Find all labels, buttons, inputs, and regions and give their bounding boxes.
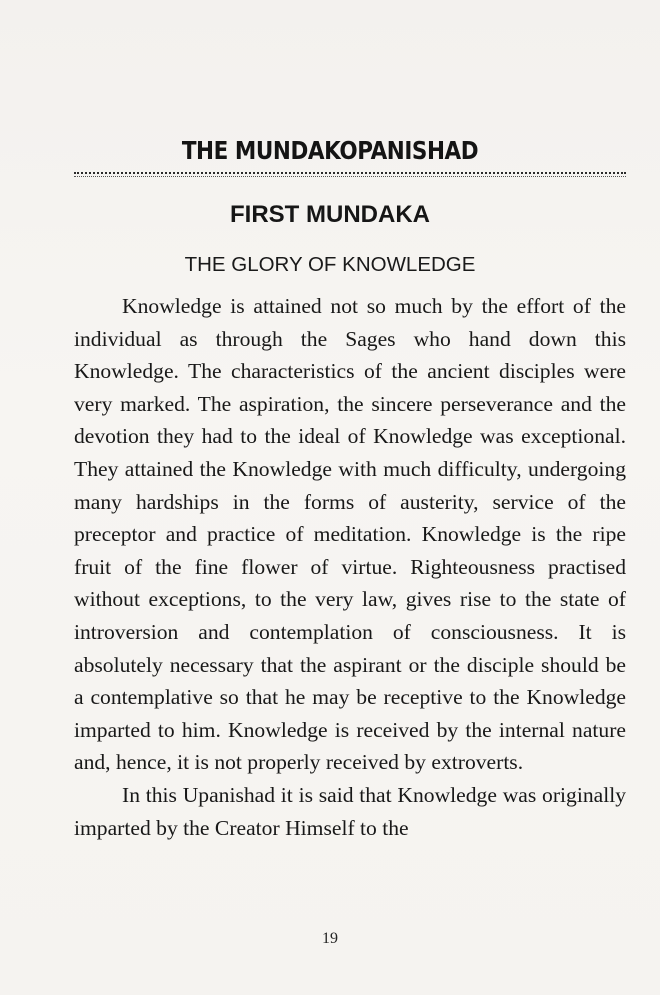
section-heading: THE GLORY OF KNOWLEDGE [184, 253, 476, 276]
header-dotted-rule-lower [74, 176, 626, 177]
page-number: 19 [322, 930, 338, 947]
body-text [74, 290, 626, 844]
running-title: THE MUNDAKOPANISHAD [181, 136, 479, 165]
paragraph: Knowledge is attained not so much by the effort of the individual as through the Sages who hand down this Knowledge. The characteristics of the ancient disciples were very marked. The aspiration, the sincere perseverance and the devotion they had to the ideal of Knowledge was exceptional. They attained the Knowledge with much difficulty, undergoing many hardships in the forms of austerity, service of the preceptor and practice of meditation. Knowledge is the ripe fruit of the fine flower of virtue. Righteousness practised without exceptions, to the very law, gives rise to the state of introversion and contemplation of consciousness. It is absolutely necessary that the aspirant or the disciple should be a contemplative so that he may be receptive to the Knowledge imparted to him. Knowledge is received by the internal nature and, hence, it is not properly received by extroverts. [74, 294, 626, 775]
header-dotted-rule [74, 172, 626, 174]
paragraph: In this Upanishad it is said that Knowledge was originally imparted by the Creator Himself to the [74, 782, 626, 840]
chapter-heading: FIRST MUNDAKA [230, 201, 430, 228]
